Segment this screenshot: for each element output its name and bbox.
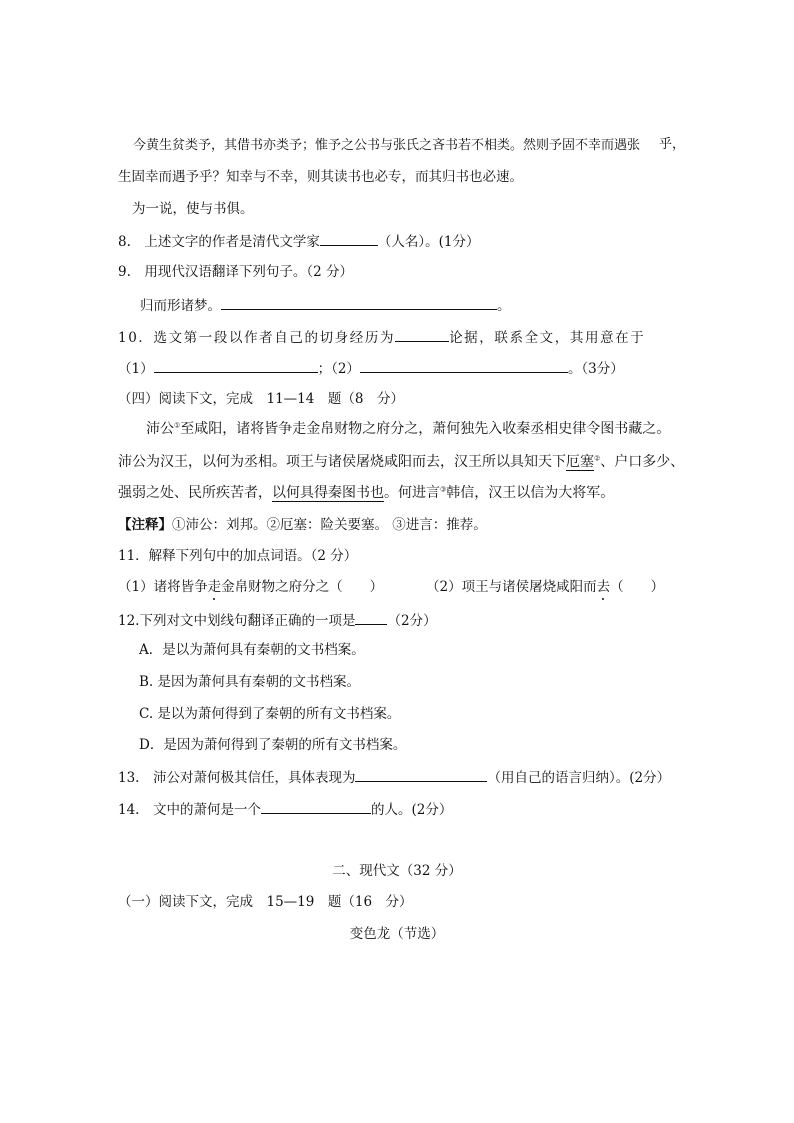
classical-para-1 bbox=[146, 420, 670, 438]
underlined-sentence: 以何具得秦图书也 bbox=[272, 485, 384, 501]
passage-line-1-end: 乎， bbox=[659, 137, 686, 152]
option-c: C. 是以为萧何得到了秦朝的所有文书档案。 bbox=[139, 706, 401, 722]
q12-answer-blank[interactable] bbox=[355, 610, 387, 625]
question-9: 9. 用现代汉语翻译下列句子。（2 分） bbox=[118, 264, 354, 280]
para1-rest: 至咸阳，诸将皆争走金帛财物之府分之，萧何独先入收秦丞相史律令图书藏之。 bbox=[180, 421, 671, 437]
q10-suffix-2: 。（3分） bbox=[567, 361, 624, 377]
annotation-text: ①沛公：刘邦。②厄塞：险关要塞。 ③进言：推荐。 bbox=[172, 517, 487, 533]
q12-suffix: （2分） bbox=[387, 613, 437, 629]
question-10 bbox=[118, 327, 645, 347]
q9-sentence bbox=[140, 295, 511, 315]
question-11: 11．解释下列句中的加点词语。（2 分） bbox=[118, 548, 358, 564]
q10-answer-blank-2[interactable] bbox=[360, 358, 568, 373]
para3-start: 强弱之处、民所疾苦者， bbox=[118, 485, 272, 501]
q10-argument-blank[interactable] bbox=[395, 327, 449, 342]
para2-start: 沛公为汉王，以何为丞相。项王与诸侯屠烧咸阳而去，汉王所以具知天下 bbox=[118, 454, 566, 470]
q10-answers bbox=[118, 358, 624, 378]
q11-1-start: （1）诸将皆争 bbox=[118, 579, 208, 595]
q12-prompt: 12.下列对文中划线句翻译正确的一项是 bbox=[118, 613, 356, 629]
passage-line-1 bbox=[133, 136, 686, 155]
underlined-term-eseai: 厄塞 bbox=[566, 454, 594, 470]
question-12 bbox=[118, 610, 437, 630]
q10-suffix: 论据，联系全文，其用意在于 bbox=[449, 330, 646, 346]
dotted-word-zou: 走 bbox=[207, 579, 222, 595]
q8-answer-blank[interactable] bbox=[320, 231, 378, 246]
dotted-word-qu: 去 bbox=[596, 579, 611, 595]
q13-suffix: （用自己的语言归纳）。(2分） bbox=[487, 770, 671, 786]
q10-answer-blank-1[interactable] bbox=[154, 358, 318, 373]
q11-1-rest: 金帛财物之府分之（ ） bbox=[221, 579, 384, 595]
footnote-mark-1: ① bbox=[174, 421, 181, 430]
para1-start: 沛公 bbox=[146, 421, 174, 437]
q8-suffix: （人名）。(1分） bbox=[377, 234, 480, 250]
footnote-mark-3: ③ bbox=[440, 485, 447, 494]
q14-answer-blank[interactable] bbox=[261, 799, 371, 814]
q9-end: 。 bbox=[497, 298, 511, 314]
para2-rest: 、户口多少、 bbox=[600, 454, 685, 470]
question-13 bbox=[118, 767, 670, 787]
passage-line-1-text: 今黄生贫类予，其借书亦类予；惟予之公书与张氏之吝书若不相类。然则予固不幸而遇张 bbox=[133, 138, 641, 153]
option-d: D．是因为萧何得到了秦朝的所有文书档案。 bbox=[139, 737, 407, 753]
q11-item-1 bbox=[118, 578, 383, 596]
q10-label-2: ；（2） bbox=[317, 361, 360, 377]
q10-prompt: 10．选文第一段以作者自己的切身经历为 bbox=[118, 330, 396, 346]
option-b: B. 是因为萧何具有秦朝的文书档案。 bbox=[139, 674, 361, 690]
q13-answer-blank[interactable] bbox=[355, 767, 487, 782]
q10-label-1: （1） bbox=[118, 361, 154, 377]
question-14 bbox=[118, 799, 452, 819]
q11-2-start: （2）项王与诸侯屠烧咸阳而 bbox=[426, 579, 597, 595]
passage-line-2: 生固幸而遇予乎？知幸与不幸，则其读书也必专，而其归书也必速。 bbox=[118, 169, 523, 185]
para3-mid: 。何进言 bbox=[384, 485, 440, 501]
q14-suffix: 的人。(2分） bbox=[370, 802, 453, 818]
footnote-mark-2: ② bbox=[594, 454, 601, 463]
q13-prompt: 13. 沛公对萧何极其信任，具体表现为 bbox=[118, 770, 356, 786]
question-8 bbox=[118, 231, 480, 251]
para3-rest: 韩信，汉王以信为大将军。 bbox=[446, 485, 615, 501]
option-a: A．是以为萧何具有秦朝的文书档案。 bbox=[139, 642, 365, 658]
q9-source: 归而形诸梦。 bbox=[140, 298, 221, 314]
section-modern-heading: 二、现代文（32 分） bbox=[332, 863, 462, 879]
q11-2-rest: （ ） bbox=[610, 579, 665, 595]
q11-item-2 bbox=[426, 578, 664, 596]
classical-para-3 bbox=[118, 484, 614, 502]
q8-prompt: 8. 上述文字的作者是清代文学家 bbox=[118, 234, 320, 250]
passage-line-3: 为一说，使与书俱。 bbox=[132, 201, 254, 217]
q9-answer-blank[interactable] bbox=[221, 295, 497, 310]
section-4-heading: （四）阅读下文，完成 11—14 题（8 分） bbox=[118, 391, 404, 407]
classical-para-2 bbox=[118, 453, 684, 471]
annotation-label: 【注释】 bbox=[118, 517, 172, 533]
article-title: 变色龙（节选） bbox=[349, 926, 445, 942]
section-modern-subheading: （一）阅读下文，完成 15—19 题（16 分） bbox=[118, 894, 413, 910]
annotation bbox=[118, 516, 487, 534]
q14-prompt: 14. 文中的萧何是一个 bbox=[118, 802, 261, 818]
